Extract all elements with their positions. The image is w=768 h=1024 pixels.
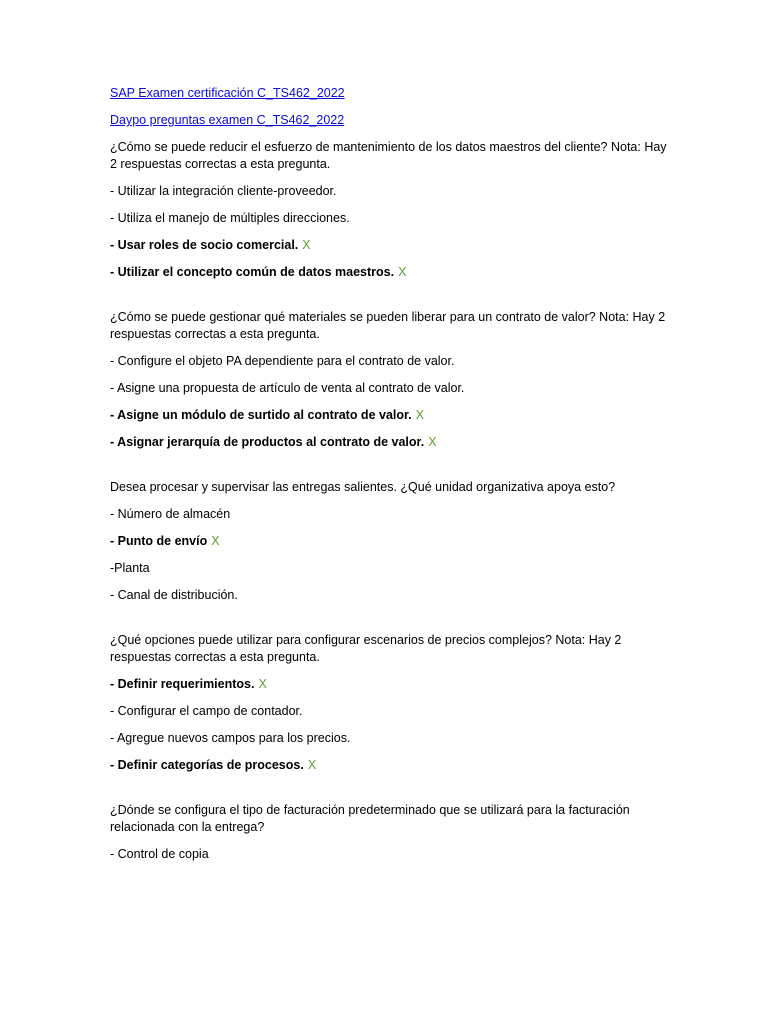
answer-text: - Utiliza el manejo de múltiples direcciones. [110,211,350,225]
correct-mark-icon: X [211,534,220,548]
answer-text: - Utilizar el concepto común de datos maestros. [110,265,395,279]
answer-text: - Canal de distribución. [110,588,238,602]
answer-option [110,353,670,370]
question-text: ¿Cómo se puede reducir el esfuerzo de mantenimiento de los datos maestros del cliente? Nota: Hay 2 respuestas correctas a esta pregunta. [110,140,667,171]
question-text: ¿Dónde se configura el tipo de facturación predeterminado que se utilizará para la facturación relacionada con la entrega? [110,803,630,834]
question-text: ¿Cómo se puede gestionar qué materiales se pueden liberar para un contrato de valor? Nota: Hay 2 respuestas correctas a esta pregunta. [110,310,666,341]
answer-text: - Control de copia [110,847,209,861]
question-block [110,632,670,774]
question-block [110,479,670,604]
answer-text: - Número de almacén [110,507,231,521]
answer-text: - Utilizar la integración cliente-proveedor. [110,184,337,198]
exam-certification-link[interactable]: SAP Examen certificación C_TS462_2022 [110,86,345,100]
document-page [110,85,670,873]
answer-option [110,560,670,577]
correct-mark-icon: X [428,435,437,449]
correct-answer [110,264,670,281]
correct-mark-icon: X [258,677,267,691]
answer-text: - Asigne un módulo de surtido al contrato de valor. [110,408,412,422]
answer-option [110,730,670,747]
question-text: ¿Qué opciones puede utilizar para configurar escenarios de precios complejos? Nota: Hay 2 respuestas correctas a esta pregunta. [110,633,622,664]
answer-text: - Configurar el campo de contador. [110,704,303,718]
correct-answer [110,757,670,774]
correct-answer [110,407,670,424]
correct-mark-icon: X [302,238,311,252]
answer-text: - Asignar jerarquía de productos al contrato de valor. [110,435,425,449]
answer-text: - Punto de envío [110,534,208,548]
answer-option [110,210,670,227]
correct-answer [110,434,670,451]
answer-option [110,506,670,523]
question-text: Desea procesar y supervisar las entregas salientes. ¿Qué unidad organizativa apoya esto? [110,480,616,494]
answer-text: - Agregue nuevos campos para los precios. [110,731,351,745]
answer-option [110,703,670,720]
question-list [110,139,670,863]
answer-text: -Planta [110,561,150,575]
correct-mark-icon: X [398,265,407,279]
answer-text: - Definir requerimientos. [110,677,255,691]
answer-text: - Usar roles de socio comercial. [110,238,299,252]
correct-mark-icon: X [307,758,317,772]
answer-option [110,183,670,200]
correct-answer [110,533,670,550]
question-block [110,309,670,451]
answer-option [110,846,670,863]
correct-answer [110,676,670,693]
answer-text: - Definir categorías de procesos. [110,758,304,772]
correct-mark-icon: X [415,408,424,422]
daypo-questions-link[interactable]: Daypo preguntas examen C_TS462_2022 [110,113,345,127]
correct-answer [110,237,670,254]
answer-text: - Asigne una propuesta de artículo de venta al contrato de valor. [110,381,465,395]
answer-option [110,380,670,397]
question-block [110,139,670,281]
answer-option [110,587,670,604]
answer-text: - Configure el objeto PA dependiente para el contrato de valor. [110,354,455,368]
question-block [110,802,670,863]
